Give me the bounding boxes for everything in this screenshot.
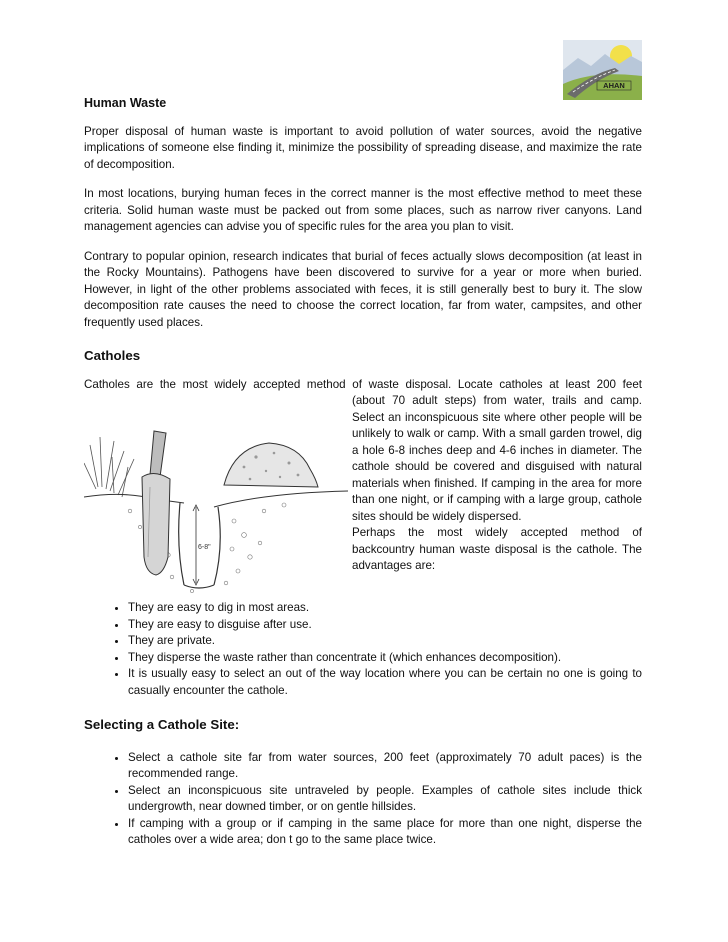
human-waste-paragraph-3: Contrary to popular opinion, research indicates that burial of feces actually slows decomposition (at least in the Rocky Mountains). Pathogens have been discovered to survive for a year or more when buried. However, in light of the other problems associated with feces, it is still generally best to bury it. The slow decomposition rate causes the need to choose the correct location, far from water, campsites, and other frequently used places. xyxy=(84,249,642,329)
section-title-catholes: Catholes xyxy=(84,348,141,363)
list-item: • It is usually easy to select an out of the way location where you can be certain no one is going to casually encounter the cathole. xyxy=(128,666,642,699)
catholes-paragraph-2: Perhaps the most widely accepted method of backcountry human waste disposal is the cathole. The advantages are: xyxy=(352,526,642,572)
ahan-logo xyxy=(563,40,642,100)
section-title-selecting-cathole-site: Selecting a Cathole Site: xyxy=(84,717,240,732)
catholes-side-text xyxy=(352,393,642,575)
catholes-paragraph-1: (about 70 adult steps) from water, trails and camp. Select an inconspicuous site where other people will be unlikely to walk or camp. With a small garden trowel, dig a hole 6-8 inches deep and 4-6 inches in diameter. The cathole should be covered and disguised with natural materials when finished. If camping in the area for more than one night, or if camping with a large group, cathole sites should be widely dispersed. xyxy=(352,394,642,523)
list-item: • They are easy to disguise after use. xyxy=(128,617,642,634)
list-item: • If camping with a group or if camping in the same place for more than one night, disperse the catholes over a wide area; don t go to the same place twice. xyxy=(128,816,642,849)
list-item: • Select an inconspicuous site untraveled by people. Examples of cathole sites include thick undergrowth, near downed timber, or on gentle hillsides. xyxy=(128,783,642,816)
list-item: • Select a cathole site far from water sources, 200 feet (approximately 70 adult paces) is the recommended range. xyxy=(128,750,642,783)
catholes-lead-line: Catholes are the most widely accepted method of waste disposal. Locate catholes at least 200 feet xyxy=(84,377,642,391)
human-waste-paragraph-1: Proper disposal of human waste is important to avoid pollution of water sources, avoid the negative implications of someone else finding it, minimize the possibility of spreading disease, and maximize the rate of decomposition. xyxy=(84,124,642,171)
selecting-site-list xyxy=(84,750,642,849)
cathole-advantages-list xyxy=(84,600,642,699)
section-title-human-waste: Human Waste xyxy=(84,96,167,110)
list-item: • They are easy to dig in most areas. xyxy=(128,600,642,617)
cathole-trowel-illustration xyxy=(84,407,348,597)
cathole-figure-row xyxy=(84,393,642,597)
logo-text: AHAN xyxy=(603,81,625,90)
list-item: • They are private. xyxy=(128,633,642,650)
depth-label: 6-8" xyxy=(198,544,211,551)
list-item: • They disperse the waste rather than concentrate it (which enhances decomposition). xyxy=(128,650,642,667)
main-content xyxy=(84,95,642,861)
human-waste-paragraph-2: In most locations, burying human feces in the correct manner is the most effective method to meet these criteria. Solid human waste must be packed out from some places, such as narrow river canyons. Land management agencies can advise you of specific rules for the area you plan to visit. xyxy=(84,187,642,233)
